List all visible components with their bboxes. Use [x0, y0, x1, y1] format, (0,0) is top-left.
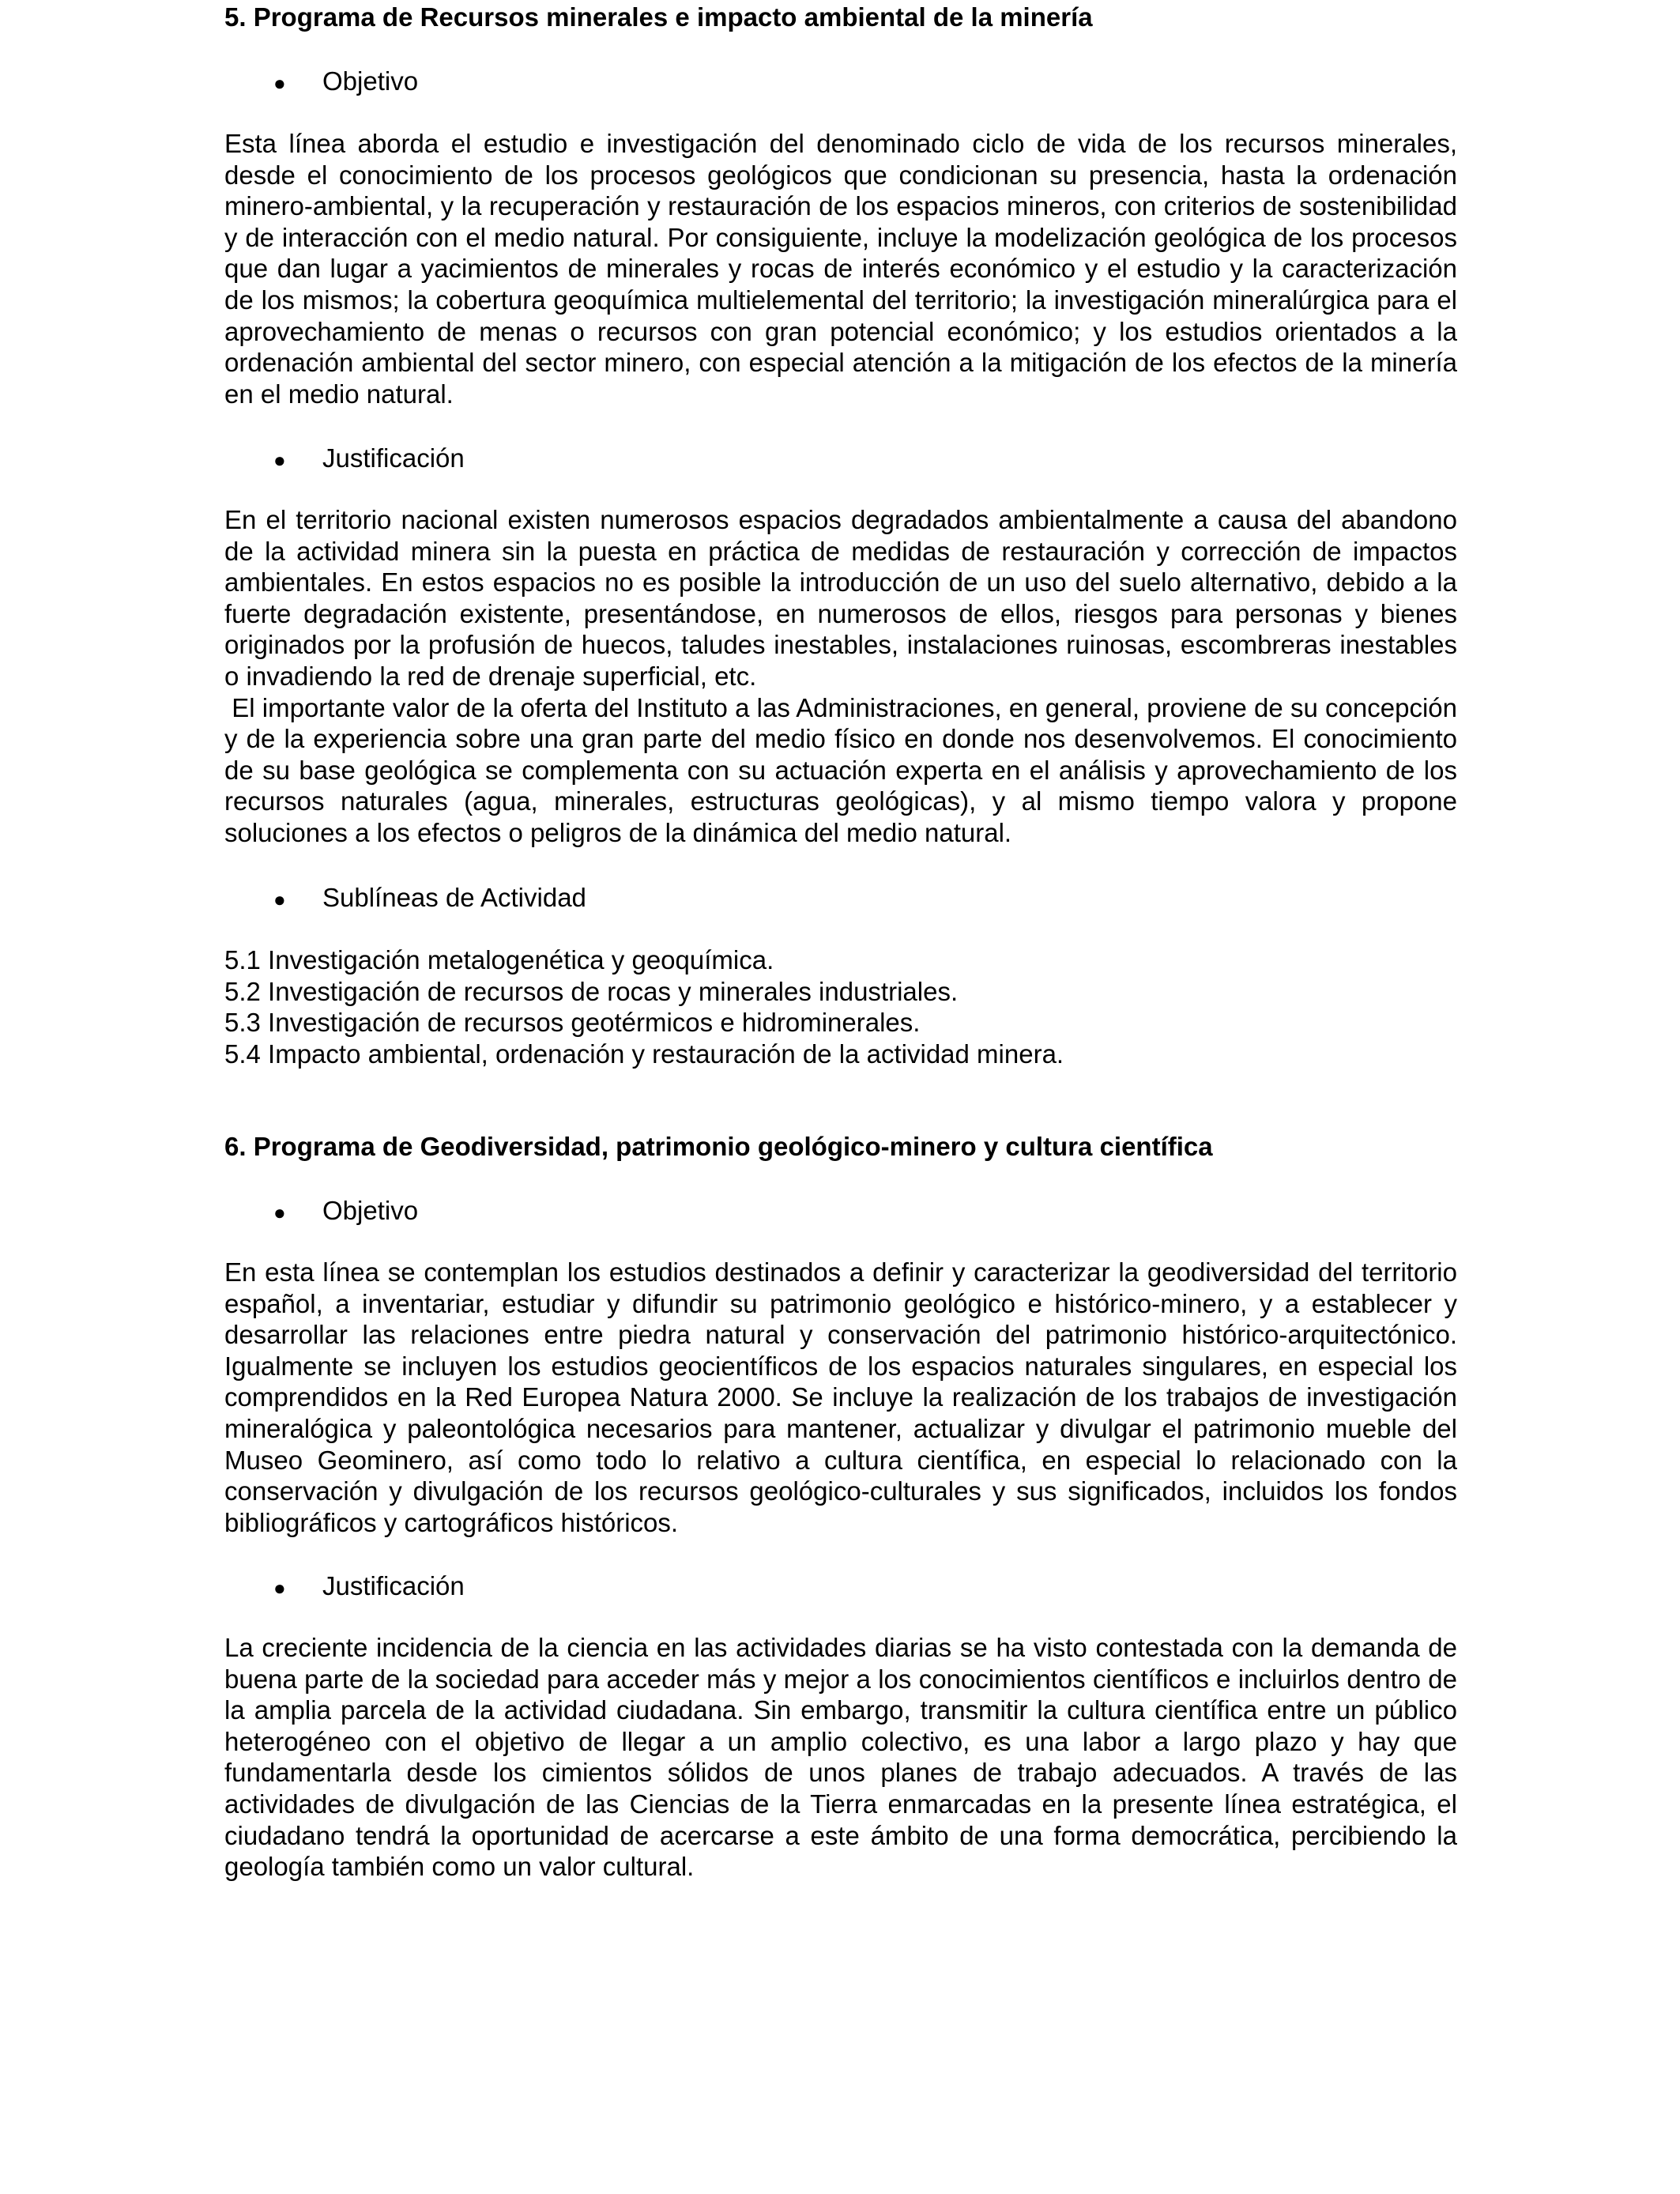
sublineas-list: [224, 944, 1457, 1069]
section-5-objetivo-heading: [224, 66, 1457, 99]
list-item: 5.3 Investigación de recursos geotérmicos e hidrominerales.: [224, 1008, 921, 1038]
section-5-title: 5. Programa de Recursos minerales e impacto ambiental de la minería: [224, 2, 1093, 32]
section-5-justificacion-text-2: El importante valor de la oferta del Instituto a las Administraciones, en general, proviene de su concepción y de la experiencia sobre una gran parte del medio físico en donde nos desenvolvemos. El conocimiento de su base geológica se complementa con su actuación experta en el análisis y aprovechamiento de los recursos naturales (agua, minerales, estructuras geológicas), y al mismo tiempo valora y propone soluciones a los efectos o peligros de la dinámica del medio natural.: [224, 692, 1465, 847]
justificacion-label: Justificación: [322, 1571, 465, 1600]
section-6-justificacion-heading: [224, 1570, 1457, 1604]
sublineas-label: Sublíneas de Actividad: [322, 883, 586, 912]
list-item: 5.1 Investigación metalogenética y geoquímica.: [224, 945, 774, 974]
list-item: 5.4 Impacto ambiental, ordenación y restauración de la actividad minera.: [224, 1039, 1064, 1069]
bullet-icon: ●: [273, 71, 286, 95]
section-6-objetivo-heading: [224, 1195, 1457, 1228]
objetivo-label: Objetivo: [322, 1196, 419, 1225]
justificacion-label: Justificación: [322, 443, 465, 473]
section-6-justificacion-text: La creciente incidencia de la ciencia en las actividades diarias se ha visto contestada con la demanda de buena parte de la sociedad para acceder más y mejor a los conocimientos científicos e incluirlos dentro de la amplia parcela de la actividad ciudadana. Sin embargo, transmitir la cultura científica entre un público heterogéneo con el objetivo de llegar a un amplio colectivo, es una labor a largo plazo y hay que fundamentarla desde los cimientos sólidos de unos planes de trabajo adecuados. A través de las actividades de divulgación de las Ciencias de la Tierra enmarcadas en la presente línea estratégica, el ciudadano tendrá la oportunidad de acercarse a este ámbito de una forma democrática, percibiendo la geología también como un valor cultural.: [224, 1633, 1457, 1882]
bullet-icon: ●: [273, 1576, 286, 1600]
section-5-justificacion-heading: [224, 443, 1457, 476]
bullet-icon: ●: [273, 888, 286, 911]
objetivo-label: Objetivo: [322, 66, 419, 96]
section-5-sublineas-heading: [224, 882, 1457, 915]
section-5-objetivo-text: Esta línea aborda el estudio e investigación del denominado ciclo de vida de los recursos minerales, desde el conocimiento de los procesos geológicos que condicionan su presencia, hasta la ordenación minero-ambiental, y la recuperación y restauración de los espacios mineros, con criterios de sostenibilidad y de interacción con el medio natural. Por consiguiente, incluye la modelización geológica de los procesos que dan lugar a yacimientos de minerales y rocas de interés económico y el estudio y la caracterización de los mismos; la cobertura geoquímica multielemental del territorio; la investigación mineralúrgica para el aprovechamiento de menas o recursos con gran potencial económico; y los estudios orientados a la ordenación ambiental del sector minero, con especial atención a la mitigación de los efectos de la minería en el medio natural.: [224, 129, 1457, 409]
section-6-objetivo-text: En esta línea se contemplan los estudios destinados a definir y caracterizar la geodiversidad del territorio español, a inventariar, estudiar y difundir su patrimonio geológico e histórico-minero, y a establecer y desarrollar las relaciones entre piedra natural y conservación del patrimonio histórico-arquitectónico. Igualmente se incluyen los estudios geocientíficos de los espacios naturales singulares, en especial los comprendidos en la Red Europea Natura 2000. Se incluye la realización de los trabajos de investigación mineralógica y paleontológica necesarios para mantener, actualizar y divulgar el patrimonio mueble del Museo Geominero, así como todo lo relativo a cultura científica, en especial lo relacionado con la conservación y divulgación de los recursos geológico-culturales y sus significados, incluidos los fondos bibliográficos y cartográficos históricos.: [224, 1257, 1457, 1537]
list-item: 5.2 Investigación de recursos de rocas y minerales industriales.: [224, 976, 959, 1006]
bullet-icon: ●: [273, 1201, 286, 1224]
section-5-justificacion-text-1: En el territorio nacional existen numerosos espacios degradados ambientalmente a causa del abandono de la actividad minera sin la puesta en práctica de medidas de restauración y corrección de impactos ambientales. En estos espacios no es posible la introducción de un uso del suelo alternativo, debido a la fuerte degradación existente, presentándose, en numerosos de ellos, riesgos para personas y bienes originados por la profusión de huecos, taludes inestables, instalaciones ruinosas, escombreras inestables o invadiendo la red de drenaje superficial, etc.: [224, 505, 1457, 691]
section-6-title: 6. Programa de Geodiversidad, patrimonio geológico-minero y cultura científica: [224, 1132, 1213, 1161]
bullet-icon: ●: [273, 448, 286, 472]
